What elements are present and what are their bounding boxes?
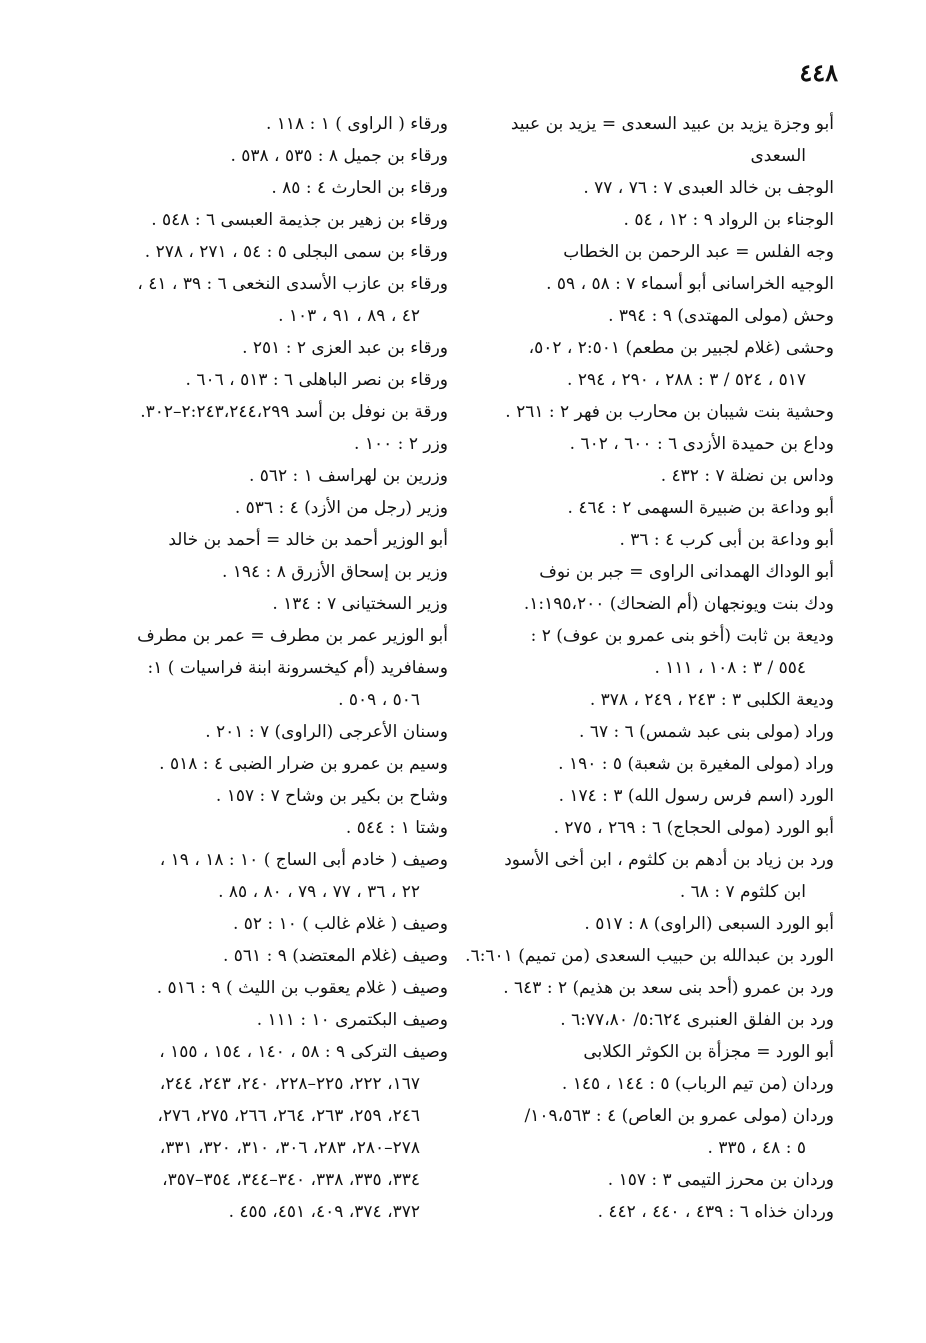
index-entry bbox=[454, 108, 834, 172]
entry-line: ورقاء بن عبد العزى ٢ : ٢٥١ . bbox=[242, 338, 448, 358]
index-entry bbox=[454, 172, 834, 204]
index-entry bbox=[454, 908, 834, 940]
index-entry bbox=[454, 524, 834, 556]
index-entry bbox=[454, 1196, 834, 1228]
index-entry bbox=[454, 268, 834, 300]
entry-line: وراد (مولى المغيرة بن شعبة) ٥ : ١٩٠ . bbox=[558, 754, 834, 774]
entry-line: وداس بن نضلة ٧ : ٤٣٢ . bbox=[660, 466, 834, 486]
index-entry bbox=[454, 940, 834, 972]
index-entry bbox=[78, 364, 448, 396]
entry-line: وردان خذاه ٦ : ٤٣٩ ، ٤٤٠ ، ٤٤٢ . bbox=[597, 1202, 834, 1222]
entry-continuation-line: ٥٥٤ / ٣ : ١٠٨ ، ١١١ . bbox=[654, 658, 806, 678]
index-entry bbox=[78, 332, 448, 364]
entry-line: وصيف ( غلام غالب ) ١٠ : ٥٢ . bbox=[232, 914, 448, 934]
index-entry bbox=[78, 460, 448, 492]
index-entry bbox=[78, 812, 448, 844]
entry-line: وحش (مولى المهتدى) ٩ : ٣٩٤ . bbox=[608, 306, 834, 326]
index-entry bbox=[454, 684, 834, 716]
entry-line: وشتا ١ : ٥٤٤ . bbox=[345, 818, 448, 838]
entry-line: وصيف التركى ٩ : ٥٨ ، ١٤٠ ، ١٥٤ ، ١٥٥ ، bbox=[159, 1042, 448, 1062]
entry-line: أبو وجزة يزيد بن عبيد السعدى = يزيد بن عبيد bbox=[510, 114, 834, 134]
entry-continuation-line: ١٦٧، ٢٢٢، ٢٢٥–٢٢٨، ٢٤٠، ٢٤٣، ٢٤٤، bbox=[159, 1074, 420, 1094]
index-entry bbox=[454, 300, 834, 332]
entry-continuation-line: ٣٣٤، ٣٣٥، ٣٣٨، ٣٤٠–٣٤٤، ٣٥٤–٣٥٧، bbox=[162, 1170, 420, 1190]
index-entry bbox=[454, 236, 834, 268]
entry-line: وزرين بن لهراسف ١ : ٥٦٢ . bbox=[248, 466, 448, 486]
index-entry bbox=[78, 492, 448, 524]
entry-line: وزير (رجل من الأزد) ٤ : ٥٣٦ . bbox=[234, 498, 448, 518]
index-entry bbox=[78, 524, 448, 556]
entry-line: وشاح بن بكير بن وشاح ٧ : ١٥٧ . bbox=[215, 786, 448, 806]
index-entry bbox=[454, 748, 834, 780]
entry-line: وردان بن محرز التيمى ٣ : ١٥٧ . bbox=[607, 1170, 834, 1190]
index-entry bbox=[454, 1036, 834, 1068]
index-entry bbox=[78, 748, 448, 780]
index-entry bbox=[454, 332, 834, 396]
index-entry bbox=[78, 620, 448, 652]
entry-line: الوجف بن خالد العبدى ٧ : ٧٦ ، ٧٧ . bbox=[583, 178, 834, 198]
entry-line: ورد بن زياد بن أدهم بن كلثوم ، ابن أخى الأسود bbox=[504, 850, 834, 870]
entry-line: ورقة بن نوفل بن أسد ٢:٢٤٣،٢٤٤،٢٩٩–٣٠٢. bbox=[140, 402, 448, 422]
entry-line: وزير السختيانى ٧ : ١٣٤ . bbox=[272, 594, 448, 614]
entry-line: وزير بن إسحاق الأزرق ٨ : ١٩٤ . bbox=[221, 562, 448, 582]
entry-line: أبو الوداك الهمدانى الراوى = جبر بن نوف bbox=[539, 562, 834, 582]
entry-line: أبو الوزير عمر بن مطرف = عمر بن مطرف bbox=[137, 626, 448, 646]
index-entry bbox=[78, 556, 448, 588]
entry-line: ورقاء بن الحارث ٤ : ٨٥ . bbox=[271, 178, 448, 198]
entry-line: وداع بن حميدة الأزدى ٦ : ٦٠٠ ، ٦٠٢ . bbox=[569, 434, 834, 454]
entry-line: وصيف البكتمرى ١٠ : ١١١ . bbox=[256, 1010, 448, 1030]
entry-line: وحشية بنت شيبان بن محارب بن فهر ٢ : ٢٦١ . bbox=[505, 402, 834, 422]
index-entry bbox=[454, 812, 834, 844]
entry-continuation-line: ابن كلثوم ٧ : ٦٨ . bbox=[679, 882, 806, 902]
index-entry bbox=[78, 780, 448, 812]
entry-line: ورقاء بن جميل ٨ : ٥٣٥ ، ٥٣٨ . bbox=[230, 146, 448, 166]
entry-line: وحشى (غلام لجبير بن مطعم) ٢:٥٠١ ، ٥٠٢، bbox=[528, 338, 834, 358]
entry-continuation-line: ٢٧٨–٢٨٠، ٢٨٣، ٣٠٦، ٣١٠، ٣٢٠، ٣٣١، bbox=[159, 1138, 420, 1158]
entry-continuation-line: ٥ : ٤٨ ، ٣٣٥ . bbox=[707, 1138, 806, 1158]
entry-line: أبو وداعة بن أبى كرب ٤ : ٣٦ . bbox=[619, 530, 834, 550]
entry-line: أبو الورد السبعى (الراوى) ٨ : ٥١٧ . bbox=[584, 914, 834, 934]
index-entry bbox=[454, 556, 834, 588]
entry-line: الورد (اسم فرس رسول الله) ٣ : ١٧٤ . bbox=[558, 786, 834, 806]
entry-continuation-line: ٤٢ ، ٨٩ ، ٩١ ، ١٠٣ . bbox=[278, 306, 420, 326]
index-entry bbox=[78, 652, 448, 716]
index-entry bbox=[78, 172, 448, 204]
entry-continuation-line: ٣٧٢، ٣٧٤، ٤٠٩، ٤٥١، ٤٥٥ . bbox=[228, 1202, 420, 1222]
index-entry bbox=[78, 908, 448, 940]
entry-line: وسفافريد (أم كيخسرونة ابنة فراسيات ) ١: bbox=[147, 658, 448, 678]
index-entry bbox=[78, 108, 448, 140]
index-entry bbox=[78, 396, 448, 428]
entry-continuation-line: ٢٢ ، ٣٦ ، ٧٧ ، ٧٩ ، ٨٠ ، ٨٥ . bbox=[218, 882, 420, 902]
index-entry bbox=[78, 716, 448, 748]
index-column-left bbox=[78, 108, 448, 1228]
entry-line: وديعة الكلبى ٣ : ٢٤٣ ، ٢٤٩ ، ٣٧٨ . bbox=[589, 690, 834, 710]
index-entry bbox=[454, 780, 834, 812]
entry-line: ورقاء بن زهير بن جذيمة العبسى ٦ : ٥٤٨ . bbox=[151, 210, 448, 230]
index-entry bbox=[454, 204, 834, 236]
entry-line: وراد (مولى بنى عبد شمس) ٦ : ٦٧ . bbox=[579, 722, 834, 742]
entry-line: ورقاء بن عازب الأسدى النخعى ٦ : ٣٩ ، ٤١ ، bbox=[137, 274, 448, 294]
index-entry bbox=[454, 972, 834, 1004]
index-entry bbox=[78, 1036, 448, 1228]
entry-line: وصيف ( خادم أبى الساج ) ١٠ : ١٨ ، ١٩ ، bbox=[159, 850, 448, 870]
page-number: ٤٤٨ bbox=[799, 58, 838, 87]
index-entry bbox=[454, 844, 834, 908]
index-entry bbox=[78, 428, 448, 460]
index-column-right bbox=[454, 108, 834, 1228]
index-entry bbox=[454, 1068, 834, 1100]
entry-line: وردان (من تيم الرباب) ٥ : ١٤٤ ، ١٤٥ . bbox=[561, 1074, 834, 1094]
entry-line: وردان (مولى عمرو بن العاص) ٤ : ١٠٩،٥٦٣/ bbox=[524, 1106, 834, 1126]
index-entry bbox=[454, 428, 834, 460]
entry-line: أبو وداعة بن ضبيرة السهمى ٢ : ٤٦٤ . bbox=[567, 498, 834, 518]
index-entry bbox=[454, 460, 834, 492]
entry-continuation-line: ٢٤٦، ٢٥٩، ٢٦٣، ٢٦٤، ٢٦٦، ٢٧٥، ٢٧٦، bbox=[157, 1106, 420, 1126]
entry-continuation-line: السعدى bbox=[750, 146, 806, 166]
entry-line: أبو الورد (مولى الحجاج) ٦ : ٢٦٩ ، ٢٧٥ . bbox=[553, 818, 834, 838]
index-entry bbox=[454, 492, 834, 524]
entry-line: وسيم بن عمرو بن ضرار الضبى ٤ : ٥١٨ . bbox=[159, 754, 448, 774]
index-entry bbox=[78, 940, 448, 972]
entry-line: وزر ٢ : ١٠٠ . bbox=[354, 434, 448, 454]
entry-line: وجه الفلس = عبد الرحمن بن الخطاب bbox=[563, 242, 834, 262]
entry-line: وصيف (غلام المعتضد) ٩ : ٥٦١ . bbox=[222, 946, 448, 966]
index-entry bbox=[78, 204, 448, 236]
entry-line: وديعة بن ثابت (أخو بنى عمرو بن عوف) ٢ : bbox=[530, 626, 834, 646]
entry-line: الوجيه الخراسانى أبو أسماء ٧ : ٥٨ ، ٥٩ . bbox=[546, 274, 834, 294]
index-entry bbox=[454, 1100, 834, 1164]
entry-line: أبو الوزير أحمد بن خالد = أحمد بن خالد bbox=[168, 530, 448, 550]
entry-line: ودك بنت ويونجهان (أم الضحاك) ١:١٩٥،٢٠٠. bbox=[523, 594, 834, 614]
index-entry bbox=[78, 268, 448, 332]
entry-line: ورد بن عمرو (أحد بنى سعد بن هذيم) ٢ : ٦٤٣ . bbox=[503, 978, 834, 998]
index-entry bbox=[78, 236, 448, 268]
index-entry bbox=[454, 1004, 834, 1036]
entry-line: الوجناء بن الرواد ٩ : ١٢ ، ٥٤ . bbox=[623, 210, 834, 230]
index-entry bbox=[78, 140, 448, 172]
entry-line: الورد بن عبدالله بن حبيب السعدى (من تميم) ٦:٦٠١. bbox=[465, 946, 834, 966]
entry-line: أبو الورد = مجزأة بن الكوثر الكلابى bbox=[583, 1042, 834, 1062]
index-entry bbox=[78, 588, 448, 620]
entry-line: ورقاء بن سمى البجلى ٥ : ٥٤ ، ٢٧١ ، ٢٧٨ . bbox=[144, 242, 448, 262]
index-entry bbox=[454, 620, 834, 684]
entry-line: ورد بن الفلق العنبرى ٥:٦٢٤/ ٦:٧٧،٨٠ . bbox=[560, 1010, 834, 1030]
entry-continuation-line: ٥٠٦ ، ٥٠٩ . bbox=[338, 690, 420, 710]
entry-line: ورقاء بن نصر الباهلى ٦ : ٥١٣ ، ٦٠٦ . bbox=[185, 370, 448, 390]
entry-continuation-line: ٥١٧ ، ٥٢٤ / ٣ : ٢٨٨ ، ٢٩٠ ، ٢٩٤ . bbox=[567, 370, 806, 390]
entry-line: وصيف ( غلام يعقوب بن الليث ) ٩ : ٥١٦ . bbox=[156, 978, 448, 998]
index-entry bbox=[78, 1004, 448, 1036]
entry-line: وسنان الأعرجى (الراوى) ٧ : ٢٠١ . bbox=[205, 722, 448, 742]
index-entry bbox=[454, 396, 834, 428]
index-entry bbox=[454, 716, 834, 748]
index-entry bbox=[78, 844, 448, 908]
index-entry bbox=[454, 588, 834, 620]
entry-line: ورقاء ( الراوى ) ١ : ١١٨ . bbox=[265, 114, 448, 134]
index-entry bbox=[78, 972, 448, 1004]
index-entry bbox=[454, 1164, 834, 1196]
